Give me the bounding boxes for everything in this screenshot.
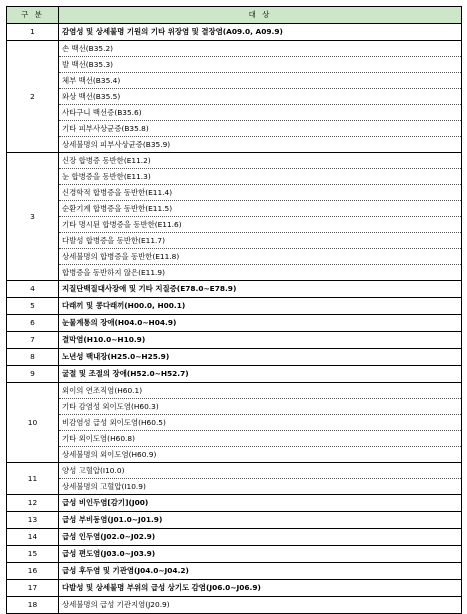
target-item: 급성 편도염(J03.0~J03.9) [59, 546, 462, 563]
table-row [7, 105, 462, 121]
table-row [7, 580, 462, 597]
target-item: 손 백선(B35.2) [59, 41, 462, 57]
header-target: 대 상 [59, 7, 462, 24]
table-row [7, 137, 462, 153]
target-item: 상세불명의 피부사상균증(B35.9) [59, 137, 462, 153]
table-row [7, 463, 462, 479]
classification-table-container [6, 6, 461, 614]
target-item: 기타 외이도염(H60.8) [59, 431, 462, 447]
table-body [7, 24, 462, 614]
table-row [7, 201, 462, 217]
row-number: 1 [7, 24, 59, 41]
table-row [7, 479, 462, 495]
table-row [7, 169, 462, 185]
table-row [7, 431, 462, 447]
row-number: 12 [7, 495, 59, 512]
table-row [7, 233, 462, 249]
target-item: 신장 합병증 동반한(E11.2) [59, 153, 462, 169]
table-row [7, 332, 462, 349]
target-item: 사타구니 백선증(B35.6) [59, 105, 462, 121]
target-item: 체부 백선(B35.4) [59, 73, 462, 89]
row-number: 10 [7, 383, 59, 463]
table-row [7, 366, 462, 383]
table-row [7, 265, 462, 281]
table-row [7, 415, 462, 431]
row-number: 5 [7, 298, 59, 315]
table-row [7, 495, 462, 512]
target-item: 급성 후두염 및 기관염(J04.0~J04.2) [59, 563, 462, 580]
table-row [7, 315, 462, 332]
row-number: 6 [7, 315, 59, 332]
row-number: 4 [7, 281, 59, 298]
target-item: 기타 피부사상균증(B35.8) [59, 121, 462, 137]
target-item: 지질단백질대사장애 및 기타 지질증(E78.0~E78.9) [59, 281, 462, 298]
target-item: 다발성 및 상세불명 부위의 급성 상기도 감염(J06.0~J06.9) [59, 580, 462, 597]
row-number: 7 [7, 332, 59, 349]
table-row [7, 383, 462, 399]
table-row [7, 24, 462, 41]
header-category: 구 분 [7, 7, 59, 24]
target-item: 와상 백선(B35.5) [59, 89, 462, 105]
row-number: 18 [7, 597, 59, 614]
row-number: 16 [7, 563, 59, 580]
target-item: 순환기계 합병증을 동반한(E11.5) [59, 201, 462, 217]
row-number: 11 [7, 463, 59, 495]
target-item: 상세불명의 합병증을 동반한(E11.8) [59, 249, 462, 265]
target-item: 발 백선(B35.3) [59, 57, 462, 73]
table-row [7, 121, 462, 137]
table-row [7, 249, 462, 265]
table-row [7, 546, 462, 563]
row-number: 17 [7, 580, 59, 597]
row-number: 14 [7, 529, 59, 546]
target-item: 상세불명의 고혈압(I10.9) [59, 479, 462, 495]
table-row [7, 217, 462, 233]
row-number: 15 [7, 546, 59, 563]
target-item: 급성 비인두염[감기](J00) [59, 495, 462, 512]
table-row [7, 597, 462, 614]
target-item: 눈물계통의 장애(H04.0~H04.9) [59, 315, 462, 332]
table-row [7, 73, 462, 89]
table-row [7, 512, 462, 529]
table-row [7, 153, 462, 169]
target-item: 상세불명의 외이도염(H60.9) [59, 447, 462, 463]
table-row [7, 281, 462, 298]
target-item: 다발성 합병증을 동반한(E11.7) [59, 233, 462, 249]
row-number: 2 [7, 41, 59, 153]
target-item: 기타 감염성 외이도염(H60.3) [59, 399, 462, 415]
row-number: 8 [7, 349, 59, 366]
target-item: 노년성 백내장(H25.0~H25.9) [59, 349, 462, 366]
target-item: 외이의 연조직염(H60.1) [59, 383, 462, 399]
table-row [7, 298, 462, 315]
table-row [7, 57, 462, 73]
target-item: 양성 고혈압(I10.0) [59, 463, 462, 479]
table-row [7, 563, 462, 580]
target-item: 신경학적 합병증을 동반한(E11.4) [59, 185, 462, 201]
target-item: 감염성 및 상세불명 기원의 기타 위장염 및 결장염(A09.0, A09.9) [59, 24, 462, 41]
row-number: 13 [7, 512, 59, 529]
target-item: 다래끼 및 콩다래끼(H00.0, H00.1) [59, 298, 462, 315]
target-item: 급성 인두염(J02.0~J02.9) [59, 529, 462, 546]
table-row [7, 349, 462, 366]
row-number: 3 [7, 153, 59, 281]
target-item: 굴절 및 조절의 장애(H52.0~H52.7) [59, 366, 462, 383]
target-item: 기타 명시된 합병증을 동반한(E11.6) [59, 217, 462, 233]
table-row [7, 41, 462, 57]
table-row [7, 447, 462, 463]
row-number: 9 [7, 366, 59, 383]
table-row [7, 529, 462, 546]
target-item: 합병증을 동반하지 않은(E11.9) [59, 265, 462, 281]
classification-table [6, 6, 462, 614]
table-row [7, 399, 462, 415]
target-item: 결막염(H10.0~H10.9) [59, 332, 462, 349]
target-item: 눈 합병증을 동반한(E11.3) [59, 169, 462, 185]
target-item: 급성 부비동염(J01.0~J01.9) [59, 512, 462, 529]
table-header-row [7, 7, 462, 24]
target-item: 비감염성 급성 외이도염(H60.5) [59, 415, 462, 431]
target-item: 상세불명의 급성 기관지염(J20.9) [59, 597, 462, 614]
table-row [7, 185, 462, 201]
table-row [7, 89, 462, 105]
